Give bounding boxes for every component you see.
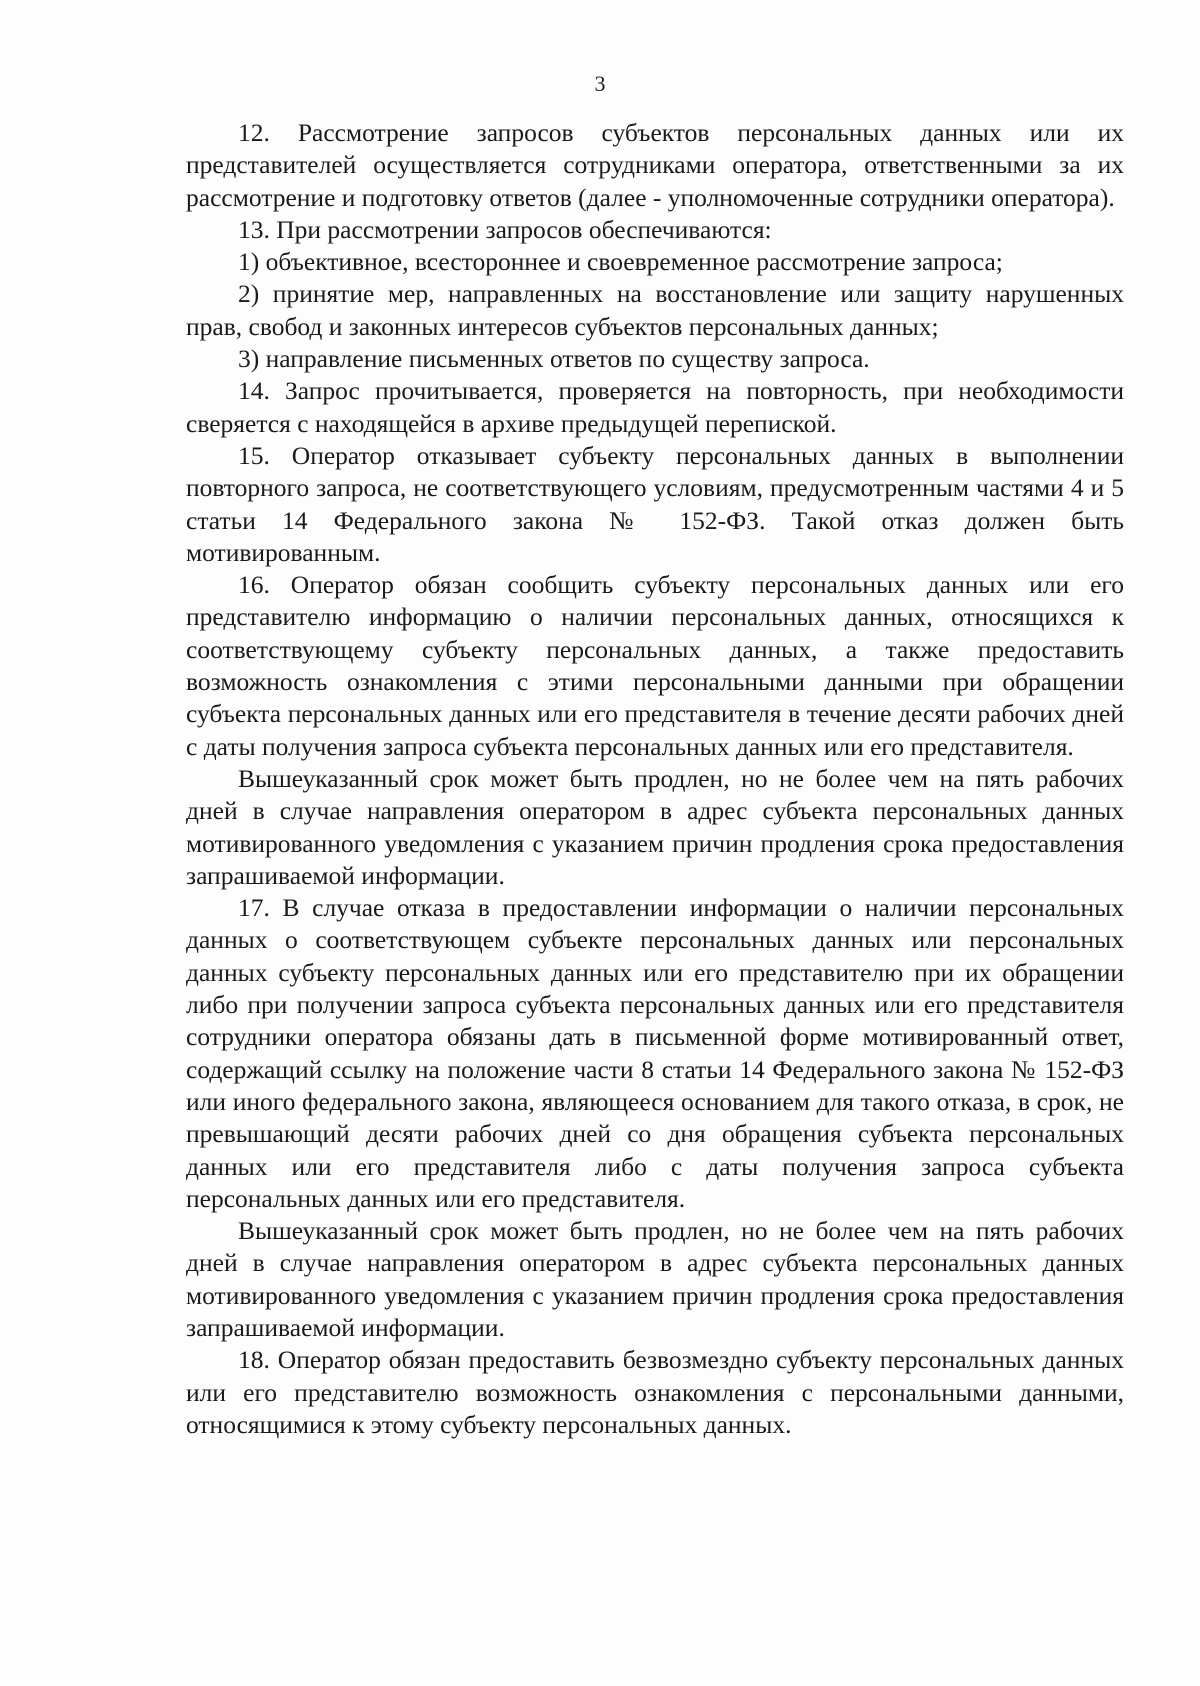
paragraph-17: 17. В случае отказа в предоставлении информации о наличии персональных данных о соответствующем субъекте персональных данных или персональных данных субъекту персональных данных или его представителю при их обращении либо при получении запроса субъекта персональных данных или его представителя сотрудники оператора обязаны дать в письменной форме мотивированный ответ, содержащий ссылку на положение части 8 статьи 14 Федерального закона № 152-ФЗ или иного федерального закона, являющееся основанием для такого отказа, в срок, не превышающий десяти рабочих дней со дня обращения субъекта персональных данных или его представителя либо с даты получения запроса субъекта персональных данных или его представителя. bbox=[186, 893, 1124, 1213]
list-item-2: 2) принятие мер, направленных на восстановление или защиту нарушенных прав, свобод и законных интересов субъектов персональных данных; bbox=[186, 279, 1124, 341]
paragraph-12: 12. Рассмотрение запросов субъектов персональных данных или их представителей осуществляется сотрудниками оператора, ответственными за их рассмотрение и подготовку ответов (далее - уполномоченные сотрудники оператора). bbox=[186, 118, 1124, 212]
paragraph-18: 18. Оператор обязан предоставить безвозмездно субъекту персональных данных или его представителю возможность ознакомления с персональными данными, относящимися к этому субъекту персональных данных. bbox=[186, 1345, 1124, 1439]
list-item-1: 1) объективное, всестороннее и своевременное рассмотрение запроса; bbox=[238, 247, 1003, 277]
document-body bbox=[186, 117, 1124, 1441]
paragraph-15: 15. Оператор отказывает субъекту персональных данных в выполнении повторного запроса, не соответствующего условиям, предусмотренным частями 4 и 5 статьи 14 Федерального закона № 152-ФЗ. Такой отказ должен быть мотивированным. bbox=[186, 440, 1124, 567]
paragraph-16-extension: Вышеуказанный срок может быть продлен, но не более чем на пять рабочих дней в случае направления оператором в адрес субъекта персональных данных мотивированного уведомления с указанием причин продления срока предоставления запрашиваемой информации. bbox=[186, 763, 1124, 890]
paragraph-16: 16. Оператор обязан сообщить субъекту персональных данных или его представителю информацию о наличии персональных данных, относящихся к соответствующему субъекту персональных данных, а также предоставить возможность ознакомления с этими персональными данными при обращении субъекта персональных данных или его представителя в течение десяти рабочих дней с даты получения запроса субъекта персональных данных или его представителя. bbox=[186, 570, 1124, 761]
page-number: 3 bbox=[594, 71, 606, 96]
list-item-3: 3) направление письменных ответов по существу запроса. bbox=[238, 344, 870, 374]
paragraph-17-extension: Вышеуказанный срок может быть продлен, но не более чем на пять рабочих дней в случае направления оператором в адрес субъекта персональных данных мотивированного уведомления с указанием причин продления срока предоставления запрашиваемой информации. bbox=[186, 1216, 1124, 1342]
paragraph-13: 13. При рассмотрении запросов обеспечиваются: bbox=[238, 214, 772, 244]
paragraph-14: 14. Запрос прочитывается, проверяется на повторность, при необходимости сверяется с находящейся в архиве предыдущей перепиской. bbox=[186, 376, 1124, 438]
